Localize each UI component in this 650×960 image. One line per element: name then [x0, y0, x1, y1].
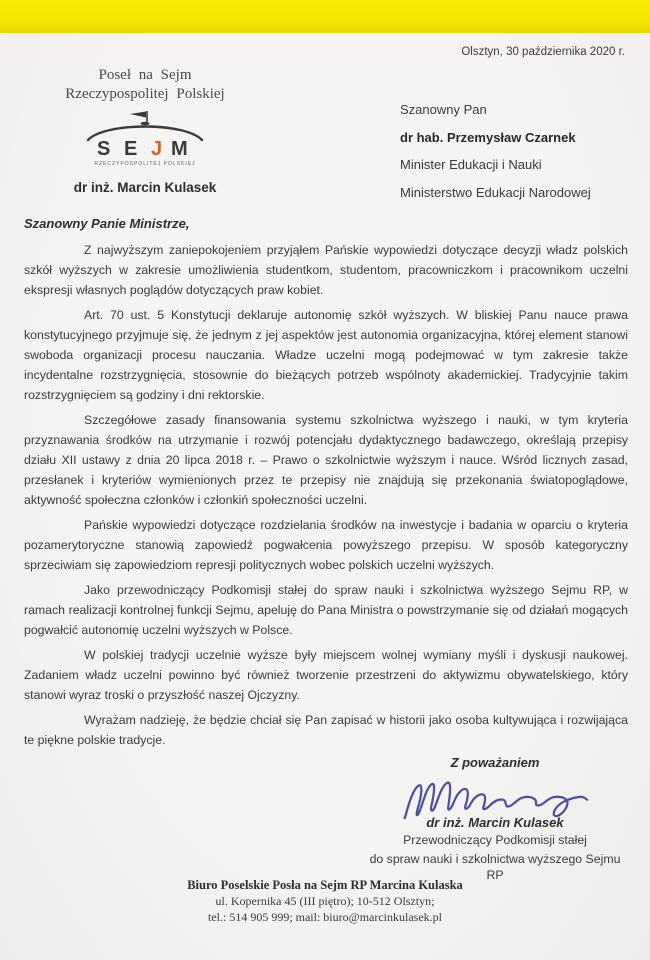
- footer-address: ul. Kopernika 45 (III piętro); 10-512 Olsztyn;: [215, 894, 435, 908]
- footer-office-name: Biuro Poselskie Posła na Sejm RP Marcina Kulaska: [187, 878, 463, 892]
- logo-letter-e: E: [124, 138, 138, 160]
- logo-letter-j: J: [151, 138, 163, 160]
- signature-stroke: [403, 778, 587, 822]
- recipient-block: [400, 96, 591, 206]
- signature-name: dr inż. Marcin Kulasek: [426, 815, 564, 830]
- dome-knob: [141, 122, 150, 126]
- letter-paragraph: Szczegółowe zasady finansowania systemu szkolnictwa wyższego i nauki, w tym kryteria przyznawania środków na utrzymanie i rozwój potencjału dydaktycznego badawczego, określają przepisy działu XII ustawy z dnia 20 lipca 2018 r. – Prawo o szkolnictwie wyższym i nauce. Wśród licznych zasad, przesłanek i kryteriów wymienionych przez te przepisy nie znajdują się przekonania światopoglądowe, aktywność społeczna członków i członkiń społeczności uczelni.: [24, 413, 628, 507]
- footer-contact: tel.: 514 905 999; mail: biuro@marcinkulasek.pl: [207, 910, 442, 924]
- letter-paragraph: W polskiej tradycji uczelnie wyższe były miejscem wolnej wymiany myśli i dyskusji naukowej. Zadaniem władz uczelni powinno być również tworzenie przestrzeni do aktywizmu obywatelskiego, który stanowi wyraz troski o przyszłość naszej Ojczyzny.: [24, 648, 628, 702]
- sender-block: [38, 66, 252, 195]
- closing-block: [366, 755, 624, 884]
- signature-title-line1: Przewodniczący Podkomisji stałej: [403, 833, 587, 847]
- flag-pennant: [130, 112, 146, 118]
- handwritten-signature: [398, 768, 592, 827]
- signature-title-line2: do spraw nauki i szkolnictwa wyższego Sejmu RP: [369, 851, 621, 882]
- letter-paragraph: Jako przewodniczący Podkomisji stałej do spraw nauki i szkolnictwa wyższego Sejmu RP, w ramach realizacji kontrolnej funkcji Sejmu, apeluję do Pana Ministra o powstrzymanie się od działań mogących pogwałcić autonomię uczelni wyższych w Polsce.: [24, 583, 628, 637]
- letter-greeting: Szanowny Panie Ministrze,: [24, 216, 190, 231]
- logo-caption: RZECZYPOSPOLITEJ POLSKIEJ: [94, 161, 196, 167]
- letter-paragraph: Art. 70 ust. 5 Konstytucji deklaruje autonomię szkół wyższych. W bliskiej Panu nauce prawa konstytucyjnego przyjmuje się, że jednym z jej aspektów jest autonomia organizacyjna, której element stanowi swoboda organizacji procesu nauczania. Władze uczelni mogą podejmować w tym zakresie także incydentalne rozstrzygnięcia, stosownie do bieżących potrzeb wspólnoty akademickiej. Tradycyjnie takim rozstrzygnięciem są godziny i dni rektorskie.: [24, 308, 628, 402]
- recipient-name: dr hab. Przemysław Czarnek: [400, 129, 576, 145]
- logo-letter-s: S: [97, 138, 111, 160]
- recipient-institution: Ministerstwo Edukacji Narodowej: [400, 184, 591, 200]
- office-footer: [0, 878, 650, 925]
- sender-name: dr inż. Marcin Kulasek: [73, 180, 217, 195]
- sejm-logo-icon: [83, 109, 207, 169]
- letter-body: [24, 216, 628, 884]
- date-line: Olsztyn, 30 października 2020 r.: [461, 46, 625, 58]
- valediction: Z poważaniem: [450, 755, 540, 770]
- letter-paragraph: Wyrażam nadzieję, że będzie chciał się Pan zapisać w historii jako osoba kultywująca i rozwijająca te piękne polskie tradycje.: [24, 713, 628, 747]
- accent-bar: [0, 0, 650, 33]
- recipient-title: Minister Edukacji i Nauki: [400, 157, 542, 172]
- sender-title-line2: Rzeczypospolitej Polskiej: [65, 86, 225, 102]
- letter-paragraph: Z najwyższym zaniepokojeniem przyjąłem Pańskie wypowiedzi dotyczące decyzji władz polskich szkół wyższych w zakresie umożliwienia studentkom, studentom, pracowniczkom i pracownikom uczelni ekspresji własnych poglądów dotyczących praw kobiet.: [24, 243, 628, 297]
- recipient-salutation: Szanowny Pan: [400, 102, 487, 117]
- logo-letter-m: M: [171, 138, 188, 160]
- sender-title-line1: Poseł na Sejm: [98, 67, 192, 83]
- letter-paragraph: Pańskie wypowiedzi dotyczące rozdzielania środków na inwestycje i badania w oparciu o kryteria pozamerytoryczne stanowią zapowiedź pogwałcenia powyższego przepisu. W sposób kategoryczny sprzeciwiam się zapowiedziom represji politycznych wobec polskich uczelni wyższych.: [24, 518, 628, 572]
